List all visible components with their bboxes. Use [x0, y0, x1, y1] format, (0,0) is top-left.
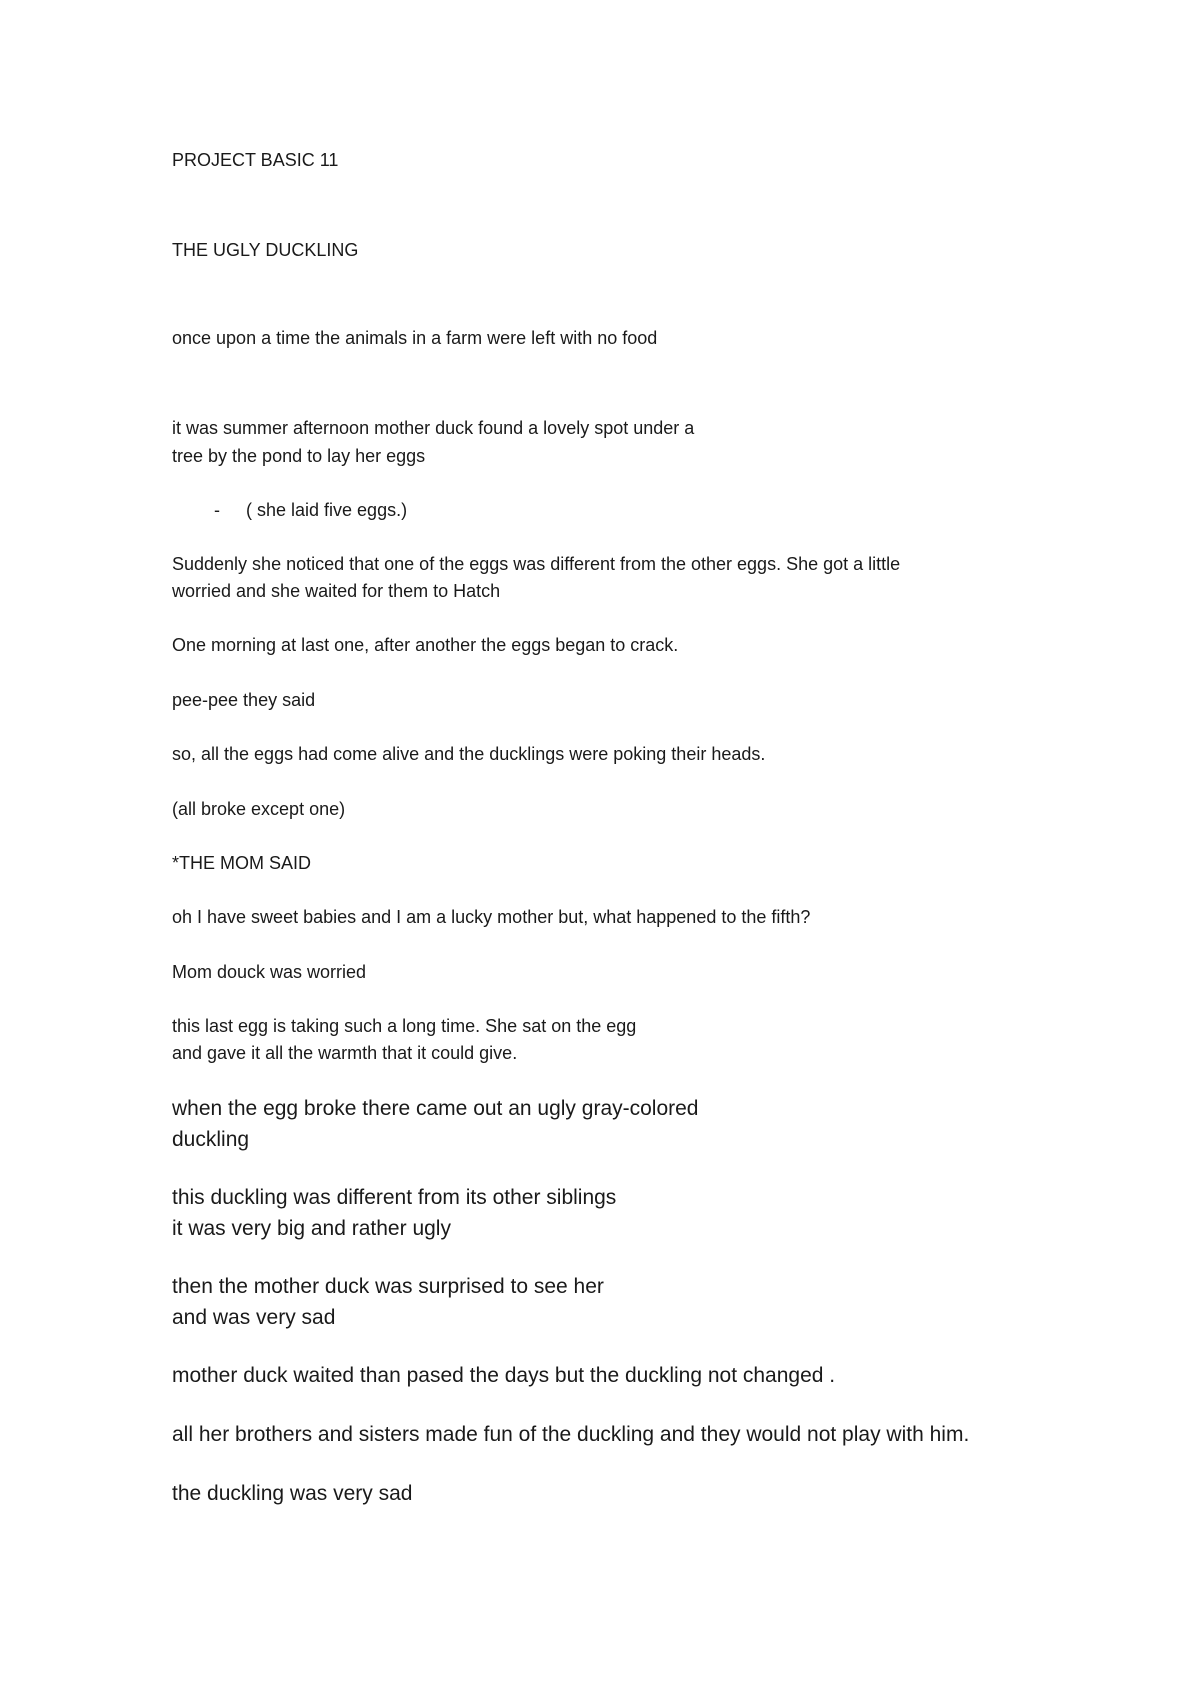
story-line: Suddenly she noticed that one of the eggs was different from the other eggs. She got a little	[172, 554, 901, 574]
story-line: when the egg broke there came out an ugly gray-colored	[172, 1097, 699, 1120]
story-line: and was very sad	[172, 1306, 336, 1329]
story-line: tree by the pond to lay her eggs	[172, 446, 426, 466]
story-line: *THE MOM SAID	[172, 853, 312, 873]
story-line: pee-pee they said	[172, 690, 316, 710]
story-line: duckling	[172, 1128, 250, 1151]
story-line: and gave it all the warmth that it could give.	[172, 1043, 518, 1063]
story-line: it was very big and rather ugly	[172, 1217, 451, 1240]
story-line: the duckling was very sad	[172, 1482, 413, 1505]
document-header: PROJECT BASIC 11	[172, 150, 339, 170]
story-title: THE UGLY DUCKLING	[172, 240, 359, 260]
story-line: Mom douck was worried	[172, 962, 367, 982]
story-line: One morning at last one, after another the eggs began to crack.	[172, 635, 679, 655]
bullet-item: ( she laid five eggs.)	[246, 500, 408, 520]
story-line: mother duck waited than pased the days but the duckling not changed .	[172, 1364, 836, 1387]
story-line: oh I have sweet babies and I am a lucky mother but, what happened to the fifth?	[172, 907, 811, 927]
story-line: so, all the eggs had come alive and the ducklings were poking their heads.	[172, 744, 766, 764]
story-line: worried and she waited for them to Hatch	[172, 581, 501, 601]
story-line: it was summer afternoon mother duck found a lovely spot under a	[172, 418, 695, 438]
story-line: all her brothers and sisters made fun of the duckling and they would not play with him.	[172, 1423, 970, 1446]
story-line: once upon a time the animals in a farm were left with no food	[172, 328, 658, 348]
story-line: (all broke except one)	[172, 799, 346, 819]
story-line: this last egg is taking such a long time. She sat on the egg	[172, 1016, 637, 1036]
story-line: then the mother duck was surprised to see her	[172, 1275, 604, 1298]
bullet-marker: -	[214, 500, 220, 520]
story-line: this duckling was different from its other siblings	[172, 1186, 617, 1209]
